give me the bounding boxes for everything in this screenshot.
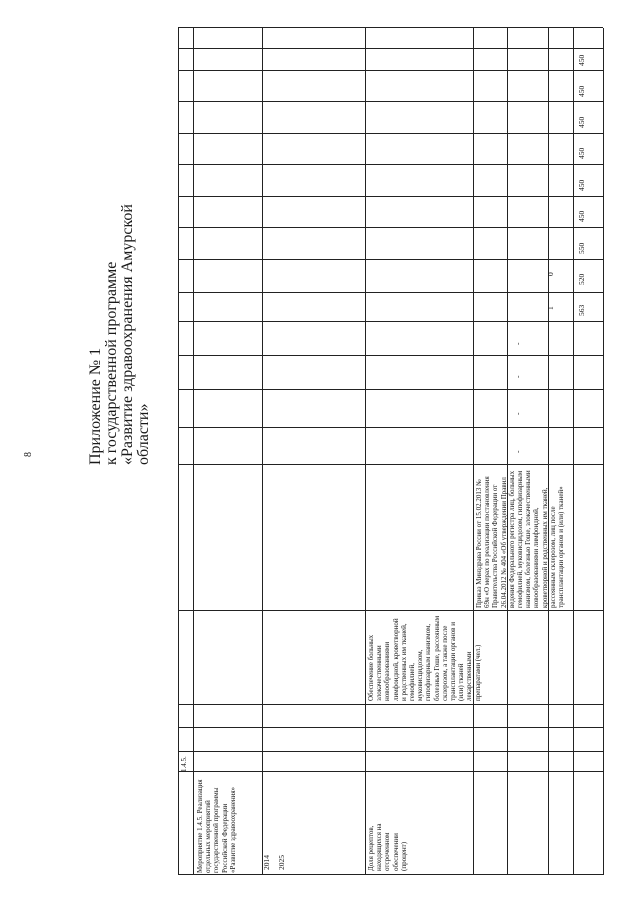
row-measure-name: Мероприятие 1.4.5. Реализация отдельных мероприятий государственной программы Российской Федерации «Развитие здравоохранения»: [196, 779, 237, 873]
table-rule: [603, 28, 604, 875]
table-rule: [507, 28, 508, 875]
table-rule: [178, 27, 603, 28]
row-value: 450: [577, 54, 586, 66]
row-year-end: 2025: [277, 855, 286, 870]
row-year-start: 2014: [262, 855, 271, 870]
table-rule: [365, 28, 366, 875]
row-code: 1.4.5.: [180, 756, 188, 772]
appendix-program-name-end: области»: [135, 403, 152, 465]
row-value: 450: [577, 147, 586, 159]
table-rule: [178, 751, 603, 752]
table-rule: [193, 28, 194, 875]
row-dash: -: [513, 450, 522, 453]
table-rule: [178, 292, 603, 293]
table-rule: [262, 28, 263, 875]
table-rule: [178, 771, 603, 772]
appendix-title: Приложение № 1: [87, 347, 104, 465]
row-value: 550: [577, 242, 586, 254]
table-rule: [178, 164, 603, 165]
row-direction-text: Обеспечение больных злокачественными новообразованиями лимфоидной, кроветворной и родственных им тканей, гемофилией, муковисцидозом, гипофизарным нанизмом, болезнью Гоше, рассеянным склерозом, а также после трансплантации органов и (или) тканей лекарственными препаратами (чел.): [367, 615, 482, 701]
table-rule: [178, 227, 603, 228]
table-rule: [178, 28, 179, 875]
table-rule: [178, 70, 603, 71]
table-rule: [178, 610, 603, 611]
table-rule: [178, 464, 603, 465]
row-dash: -: [513, 412, 522, 415]
row-sub-value: 0: [546, 272, 555, 276]
appendix-program-line: к государственной программе: [103, 261, 120, 465]
table-rule: [178, 259, 603, 260]
table-rule: [178, 427, 603, 428]
row-value: 450: [577, 179, 586, 191]
appendix-program-name: «Развитие здравоохранения Амурской: [119, 204, 136, 465]
table-rule: [178, 101, 603, 102]
table-rule: [178, 321, 603, 322]
page-number: 8: [23, 452, 34, 457]
table-rule: [178, 389, 603, 390]
table-rule: [178, 874, 603, 875]
table-rule: [178, 196, 603, 197]
row-sub-value: 1: [546, 306, 555, 310]
row-dash: -: [513, 342, 522, 345]
table-rule: [178, 133, 603, 134]
row-value: 450: [577, 116, 586, 128]
row-dash: -: [513, 375, 522, 378]
row-value: 520: [577, 273, 586, 285]
table-rule: [573, 28, 574, 875]
table-rule: [178, 704, 603, 705]
row-value: 450: [577, 85, 586, 97]
table-rule: [178, 727, 603, 728]
table-rule: [178, 355, 603, 356]
table-rule: [548, 28, 549, 875]
row-sub-indicator: Доля рецептов, находящихся на отсроченном обеспечении (процент): [367, 823, 408, 871]
row-value: 450: [577, 210, 586, 222]
table-rule: [473, 28, 474, 875]
table-rule: [178, 48, 603, 49]
row-value: 563: [577, 304, 586, 316]
row-legal-basis: Приказ Минздрава России от 15.02.2013 № 69н «О мерах по реализации постановления Правительства Российской Федерации от 26.04.2012 № 404 «Об утверждении Правил ведения Федерального регистра лиц, больных гемофилией, муковисцидозом, гипофизарным нанизмом, болезнью Гоше, злокачественными новообразованиями лимфоидной, кроветворной и родственных им тканей, рассеянным склерозом, лиц после трансплантации органов и (или) тканей»: [475, 470, 566, 608]
